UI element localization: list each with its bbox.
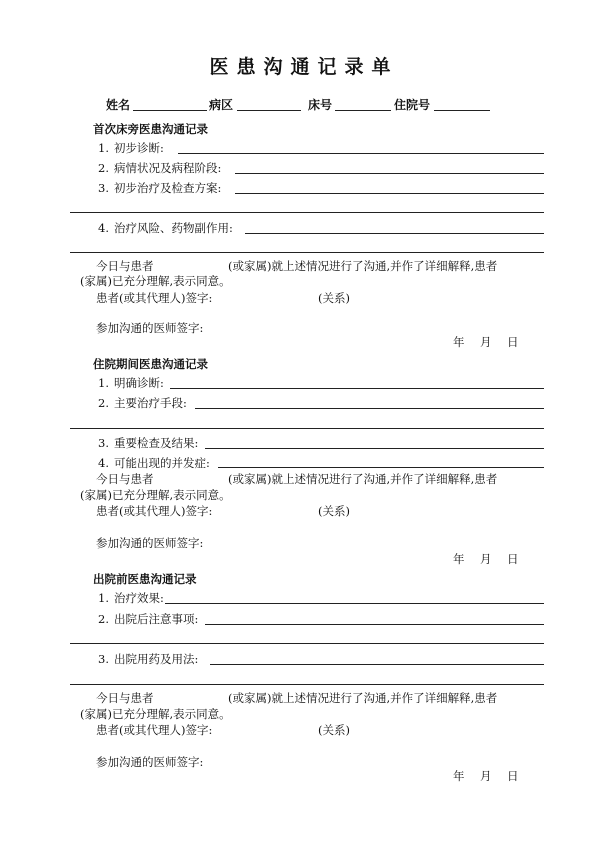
s3-consent-rest: (或家属)就上述情况进行了沟通,并作了详细解释,患者: [228, 691, 498, 705]
s3-doctor: 参加沟通的医师签字:: [96, 755, 204, 769]
s2-consent-rest: (或家属)就上述情况进行了沟通,并作了详细解释,患者: [228, 472, 498, 486]
s1-consent-line1: 今日与患者: [96, 259, 154, 273]
s1-item4-field[interactable]: [245, 233, 544, 234]
s3-date: 年 月 日: [453, 769, 521, 783]
s3-extra-line2[interactable]: [70, 684, 544, 685]
s2-consent-line1: 今日与患者: [96, 472, 154, 486]
s1-relation: (关系): [318, 291, 350, 305]
s1-signer: 患者(或其代理人)签字:: [96, 291, 213, 305]
s1-date: 年 月 日: [453, 335, 521, 349]
s1-item3: 3. 初步治疗及检查方案:: [98, 181, 222, 195]
s2-signer: 患者(或其代理人)签字:: [96, 504, 213, 518]
s1-consent-rest: (或家属)就上述情况进行了沟通,并作了详细解释,患者: [228, 259, 498, 273]
admission-label: 住院号: [394, 98, 431, 112]
s1-item3-field[interactable]: [235, 193, 544, 194]
s2-item4: 4. 可能出现的并发症:: [98, 456, 210, 470]
s1-doctor: 参加沟通的医师签字:: [96, 321, 204, 335]
s1-item1-field[interactable]: [178, 153, 544, 154]
s1-item2: 2. 病情状况及病程阶段:: [98, 161, 222, 175]
s3-signer: 患者(或其代理人)签字:: [96, 723, 213, 737]
s3-item2: 2. 出院后注意事项:: [98, 612, 199, 626]
s2-extra-line[interactable]: [70, 428, 544, 429]
section2-heading: 住院期间医患沟通记录: [93, 357, 208, 371]
s1-item1: 1. 初步诊断:: [98, 141, 164, 155]
section3-heading: 出院前医患沟通记录: [93, 572, 197, 586]
s2-date: 年 月 日: [453, 552, 521, 566]
admission-field[interactable]: [434, 110, 490, 111]
s2-item2: 2. 主要治疗手段:: [98, 396, 187, 410]
s1-item4: 4. 治疗风险、药物副作用:: [98, 221, 233, 235]
name-field[interactable]: [133, 110, 207, 111]
bed-label: 床号: [308, 98, 333, 112]
s2-item3: 3. 重要检查及结果:: [98, 436, 199, 450]
s2-item1-field[interactable]: [170, 388, 544, 389]
s3-item3: 3. 出院用药及用法:: [98, 652, 199, 666]
ward-field[interactable]: [237, 110, 301, 111]
s3-consent-line2: (家属)已充分理解,表示同意。: [80, 707, 231, 721]
s2-item4-field[interactable]: [218, 467, 544, 468]
page-title: 医患沟通记录单: [209, 56, 399, 78]
s1-consent-line2: (家属)已充分理解,表示同意。: [80, 274, 231, 288]
s3-extra-line[interactable]: [70, 643, 544, 644]
ward-label: 病区: [209, 98, 234, 112]
name-label: 姓名: [106, 98, 131, 112]
s2-relation: (关系): [318, 504, 350, 518]
s3-item1-field[interactable]: [165, 603, 544, 604]
s2-item1: 1. 明确诊断:: [98, 376, 164, 390]
s1-extra-line[interactable]: [70, 212, 544, 213]
s2-item2-field[interactable]: [195, 408, 544, 409]
s2-consent-line2: (家属)已充分理解,表示同意。: [80, 488, 231, 502]
section1-heading: 首次床旁医患沟通记录: [93, 122, 208, 136]
s1-extra-line2[interactable]: [70, 252, 544, 253]
s3-item3-field[interactable]: [210, 664, 544, 665]
s3-relation: (关系): [318, 723, 350, 737]
bed-field[interactable]: [335, 110, 391, 111]
s3-item1: 1. 治疗效果:: [98, 591, 164, 605]
s3-consent-line1: 今日与患者: [96, 691, 154, 705]
s1-item2-field[interactable]: [235, 173, 544, 174]
s3-item2-field[interactable]: [205, 624, 544, 625]
s2-item3-field[interactable]: [205, 448, 544, 449]
s2-doctor: 参加沟通的医师签字:: [96, 536, 204, 550]
